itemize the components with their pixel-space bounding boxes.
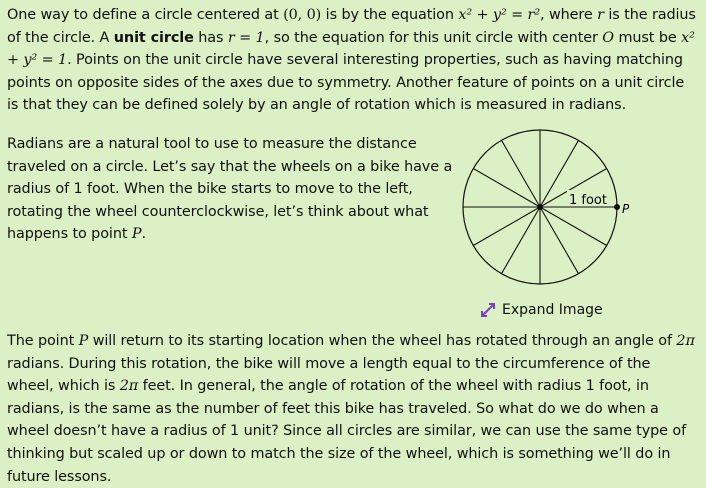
math-origin: (0, 0)	[283, 7, 322, 23]
wheel-spoke	[540, 207, 579, 274]
math-unit-circle-equation: x² + y² = 1	[7, 29, 695, 69]
math-O: O	[602, 29, 614, 46]
return-paragraph	[7, 330, 699, 488]
text: .	[141, 226, 146, 243]
radians-paragraph	[7, 133, 465, 246]
text: will return to its starting location when the wheel has rotated through an angle of	[88, 333, 677, 349]
intro-paragraph	[7, 4, 697, 117]
math-P: P	[131, 226, 142, 243]
wheel-spoke	[502, 207, 541, 274]
wheel-spoke	[473, 207, 540, 246]
wheel-spoke	[540, 207, 607, 246]
point-p-label: P	[622, 202, 630, 216]
term-unit-circle: unit circle	[113, 29, 194, 46]
math-2pi: 2π	[119, 378, 139, 395]
text: Radians are a natural tool to use to measure the distance traveled on a circle. Let’s say that the wheels on a bike have a radius of 1 foot. When the bike starts to move to the left, rotating the wheel counterclockwise, let’s think about what happens to point	[7, 136, 453, 243]
text: The point	[7, 333, 79, 349]
expand-image-button[interactable]	[480, 302, 603, 318]
math-2pi: 2π	[676, 333, 695, 349]
wheel-spoke	[502, 140, 541, 207]
text: feet. In general, the angle of rotation of the wheel with radius 1 foot, in radians, is the same as the number of feet this bike has traveled. So what do we do when a wheel doesn’t have a radius of 1 unit? Since all circles are similar, we can use the same type of thinking but scaled up or down to match the size of the wheel, which is something we’ll do in future lessons.	[7, 378, 687, 485]
math-r-equals-1: r = 1	[227, 29, 265, 46]
text: , where	[540, 7, 598, 23]
wheel-center	[537, 204, 543, 210]
text: must be	[614, 29, 682, 46]
expand-image-label: Expand Image	[502, 302, 603, 318]
math-P: P	[78, 333, 89, 349]
wheel-figure[interactable]	[460, 128, 640, 298]
math-r: r	[597, 7, 604, 23]
radius-label: 1 foot	[569, 193, 607, 208]
math-circle-equation: x² + y² = r²	[458, 7, 540, 23]
expand-arrows-icon	[480, 302, 496, 318]
text: One way to define a circle centered at	[7, 7, 284, 23]
text: is by the equation	[321, 7, 459, 23]
text: has	[193, 29, 228, 46]
point-p-dot	[614, 204, 620, 210]
text: . Points on the unit circle have several interesting properties, such as having matching points on opposite sides of the axes due to symmetry. Another feature of points on a unit circle is that they can be defined solely by an angle of rotation which is measured in radians.	[7, 52, 685, 114]
text: , so the equation for this unit circle with center	[264, 29, 603, 46]
text: is the radius of the circle. A	[7, 7, 696, 46]
text: radians. During this rotation, the bike will move a length equal to the circumference of the wheel, which is	[7, 355, 651, 395]
wheel-spoke	[473, 169, 540, 208]
